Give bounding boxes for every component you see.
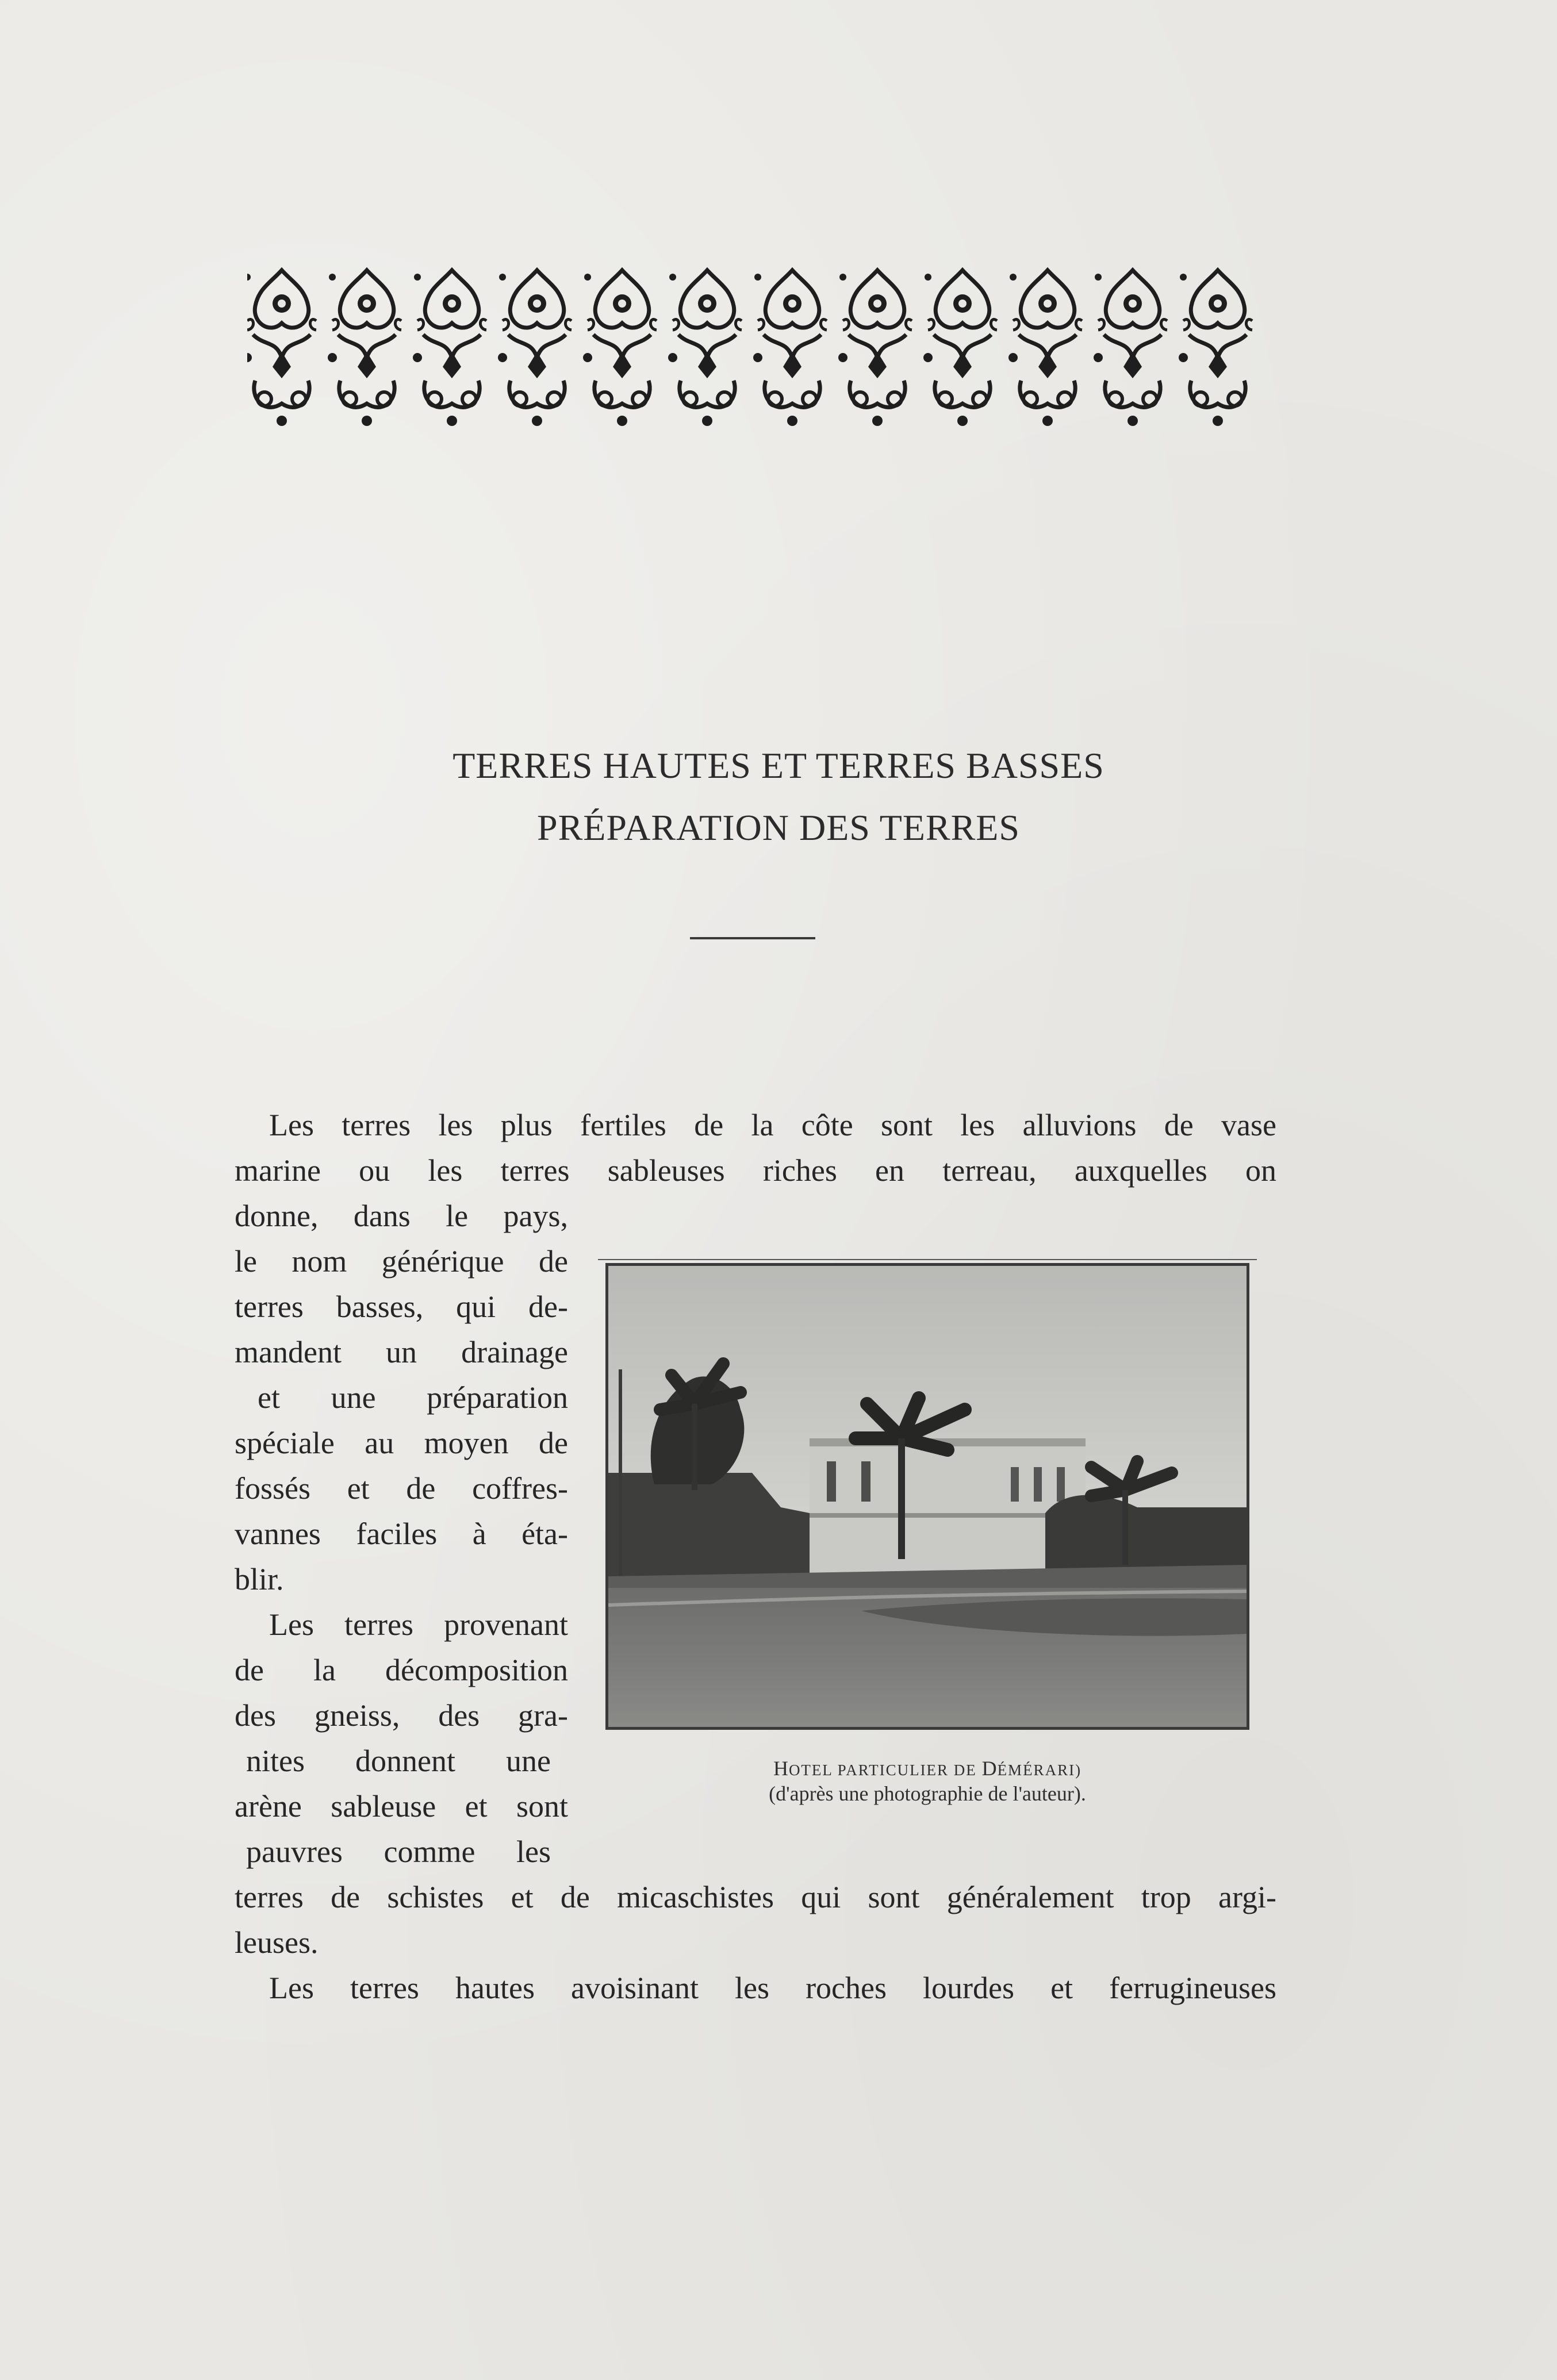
paragraph-2-line: terres de schistes et de micaschistes qui sont généralement trop argi- xyxy=(235,1880,1276,1914)
decorative-ornament-band xyxy=(247,266,1258,433)
paragraph-1-narrow-line: spéciale au moyen de xyxy=(235,1426,568,1460)
paragraph-1-narrow-line: et une préparation xyxy=(258,1380,568,1415)
paragraph-1-narrow-line: vannes faciles à éta- xyxy=(235,1517,568,1551)
paragraph-2-narrow-line: nites donnent une xyxy=(246,1744,551,1778)
paragraph-2-narrow-line: pauvres comme les xyxy=(246,1834,551,1869)
paragraph-1-line-2: marine ou les terres sableuses riches en terreau, auxquelles on xyxy=(235,1153,1276,1188)
paragraph-2-narrow-line: des gneiss, des gra- xyxy=(235,1698,568,1733)
paragraph-1-narrow-line: terres basses, qui de- xyxy=(235,1289,568,1324)
figure-caption-title xyxy=(605,1758,1249,1779)
halftone-photograph xyxy=(605,1263,1249,1730)
photo-top-rule xyxy=(598,1259,1257,1260)
paragraph-1-line-1: Les terres les plus fertiles de la côte sont les alluvions de vase xyxy=(269,1108,1276,1142)
title-separator-rule xyxy=(690,937,815,939)
chapter-title-line-1: TERRES HAUTES ET TERRES BASSES xyxy=(452,745,1105,786)
paragraph-1-narrow-line: fossés et de coffres- xyxy=(235,1471,568,1506)
paragraph-2-narrow-line: arène sableuse et sont xyxy=(235,1789,568,1824)
chapter-title-line-2: PRÉPARATION DES TERRES xyxy=(537,807,1020,848)
caption-initial: D xyxy=(981,1757,998,1780)
paragraph-1-narrow-line: le nom générique de xyxy=(235,1244,568,1279)
paragraph-2-narrow-line: de la décomposition xyxy=(235,1653,568,1687)
paragraph-1-narrow-line: donne, dans le pays, xyxy=(235,1199,568,1233)
caption-initial: H xyxy=(773,1757,789,1780)
paragraph-3-line-1: Les terres hautes avoisinant les roches lourdes et ferrugineuses xyxy=(269,1971,1276,2005)
figure-caption-credit: (d'après une photographie de l'auteur). xyxy=(769,1782,1086,1805)
paragraph-1-narrow-line: mandent un drainage xyxy=(235,1335,568,1369)
paragraph-2-narrow-line: Les terres provenant xyxy=(269,1607,568,1642)
caption-small-caps: OTEL PARTICULIER DE xyxy=(788,1761,982,1779)
paragraph-2-line: leuses. xyxy=(235,1925,319,1960)
paragraph-1-narrow-line: blir. xyxy=(235,1562,284,1596)
caption-small-caps: ÉMÉRARI) xyxy=(997,1761,1082,1779)
